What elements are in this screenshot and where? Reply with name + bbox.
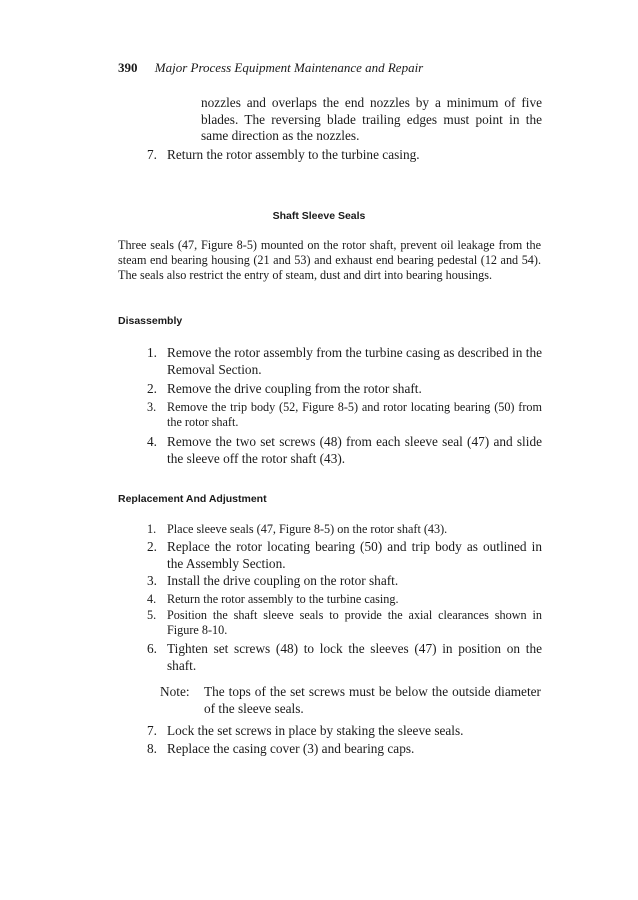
- note-label: Note:: [160, 684, 190, 699]
- step-number: 2.: [147, 539, 157, 554]
- step-text: Remove the trip body (52, Figure 8-5) and rotor locating bearing (50) from the rotor shaft.: [167, 400, 542, 429]
- step-number: 1.: [147, 345, 157, 360]
- step-number: 2.: [147, 381, 157, 396]
- continuation-paragraph: nozzles and overlaps the end nozzles by a minimum of five blades. The reversing blade trailing edges must point in the same direction as the nozzles.: [201, 95, 542, 143]
- step-text: Remove the drive coupling from the rotor shaft.: [167, 381, 422, 396]
- step-number: 3.: [147, 573, 157, 588]
- step-number: 8.: [147, 741, 157, 756]
- section-intro-paragraph: Three seals (47, Figure 8-5) mounted on the rotor shaft, prevent oil leakage from the steam end bearing housing (21 and 53) and exhaust end bearing pedestal (12 and 54). The seals also restrict the entry of steam, dust and dirt into bearing housings.: [118, 238, 541, 282]
- replacement-heading: Replacement And Adjustment: [118, 493, 267, 505]
- step-text: Install the drive coupling on the rotor shaft.: [167, 573, 399, 588]
- step-text: Position the shaft sleeve seals to provide the axial clearances shown in Figure 8-10.: [167, 608, 542, 637]
- disassembly-heading: Disassembly: [118, 315, 183, 327]
- section-heading: Shaft Sleeve Seals: [272, 210, 366, 222]
- step-text: Lock the set screws in place by staking the sleeve seals.: [167, 723, 464, 738]
- step-number: 1.: [147, 522, 157, 536]
- step-number: 7.: [147, 147, 157, 162]
- step-text: Replace the rotor locating bearing (50) and trip body as outlined in the Assembly Section.: [167, 539, 542, 571]
- step-text: Return the rotor assembly to the turbine casing.: [167, 592, 399, 606]
- page-number: 390: [118, 60, 138, 75]
- step-text: Remove the rotor assembly from the turbine casing as described in the Removal Section.: [167, 345, 542, 377]
- step-number: 4.: [147, 434, 157, 449]
- step-number: 4.: [147, 592, 157, 606]
- step-number: 5.: [147, 608, 157, 622]
- step-text: Place sleeve seals (47, Figure 8-5) on the rotor shaft (43).: [167, 522, 448, 536]
- step-text: Replace the casing cover (3) and bearing caps.: [167, 741, 415, 756]
- step-text: Tighten set screws (48) to lock the sleeves (47) in position on the shaft.: [167, 641, 542, 673]
- note-text: The tops of the set screws must be below the outside diameter of the sleeve seals.: [204, 684, 541, 716]
- step-number: 6.: [147, 641, 157, 656]
- book-title: Major Process Equipment Maintenance and Repair: [154, 60, 424, 75]
- step-text: Return the rotor assembly to the turbine casing.: [167, 147, 420, 162]
- step-text: Remove the two set screws (48) from each sleeve seal (47) and slide the sleeve off the rotor shaft (43).: [167, 434, 542, 466]
- step-number: 7.: [147, 723, 157, 738]
- step-number: 3.: [147, 400, 157, 414]
- running-header: [118, 60, 423, 76]
